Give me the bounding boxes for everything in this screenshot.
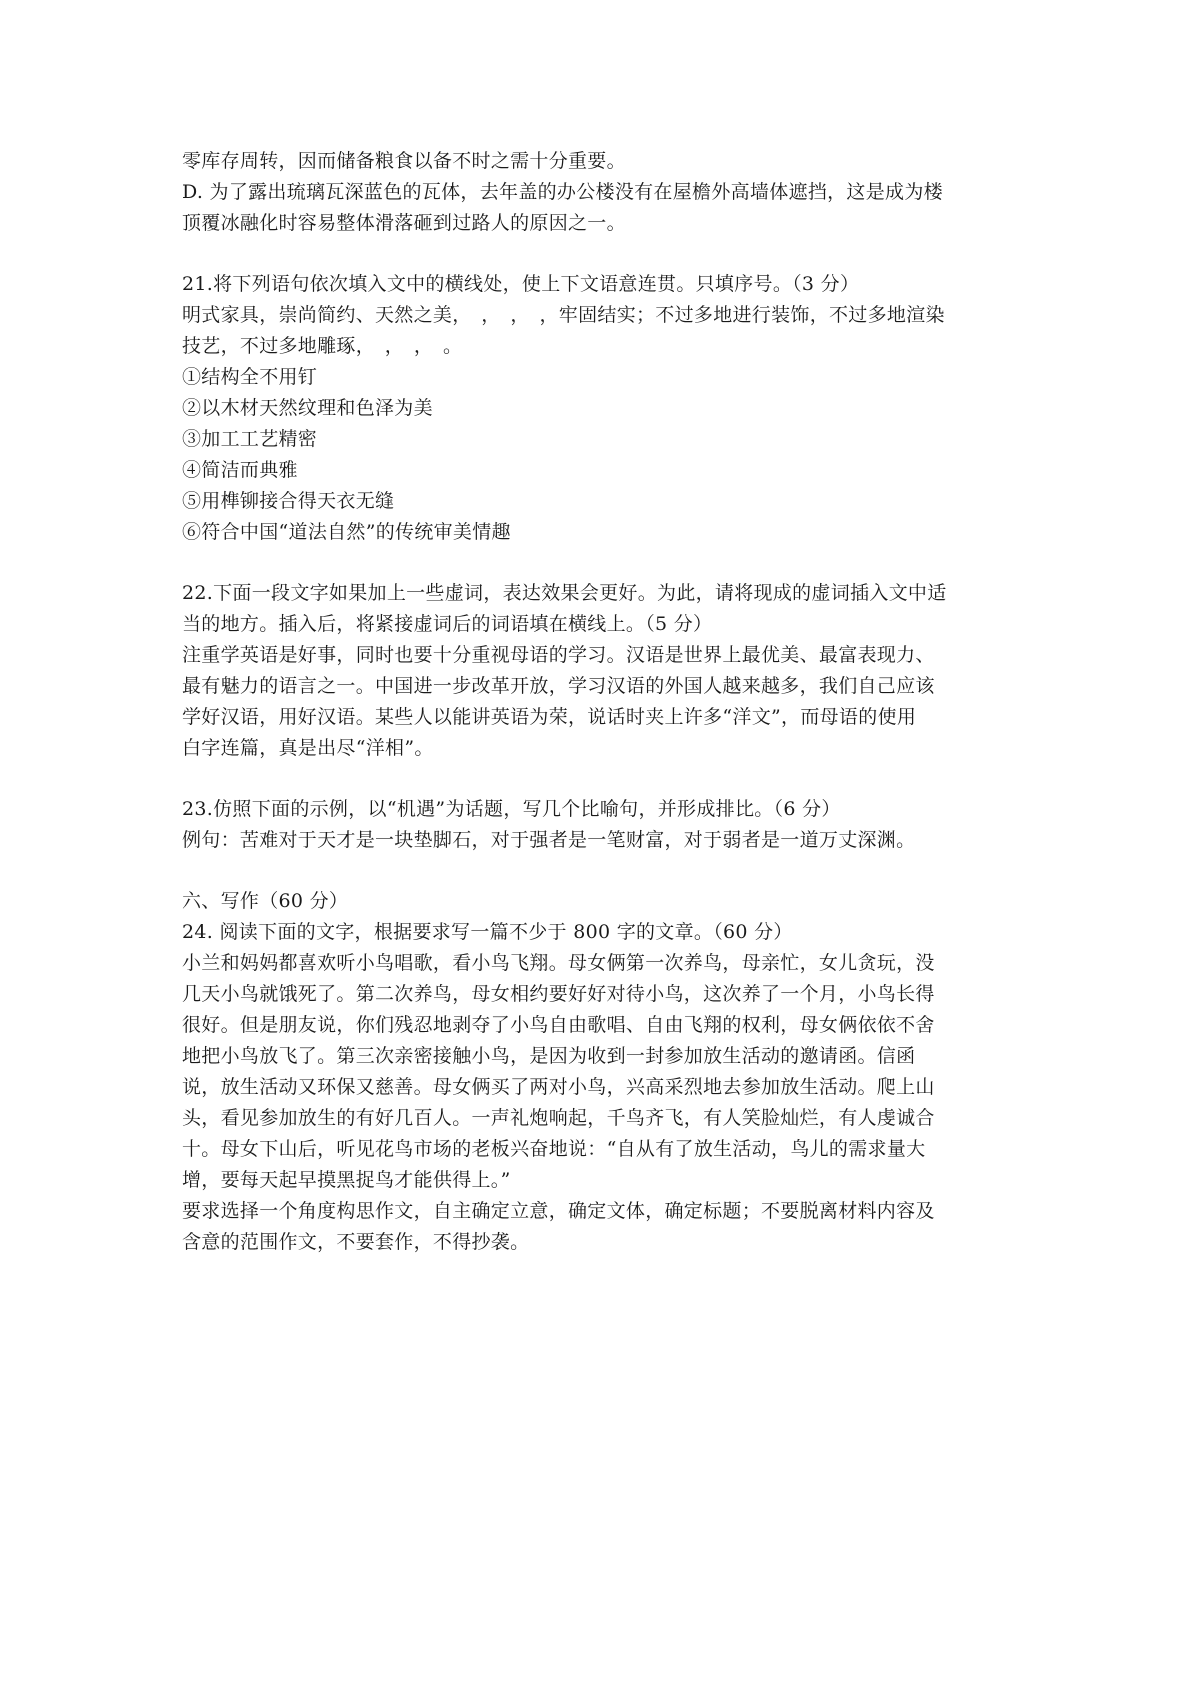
question-21-title: 21.将下列语句依次填入文中的横线处，使上下文语意连贯。只填序号。（3 分） [182,273,860,295]
option-2: ②以木材天然纹理和色泽为美 [182,397,433,419]
requirement-line: 要求选择一个角度构思作文，自主确定立意，确定文体，确定标题；不要脱离材料内容及 [182,1200,935,1222]
text-line: 零库存周转，因而储备粮食以备不时之需十分重要。 [182,150,626,172]
exam-page [182,146,1032,1258]
section-6-writing [182,886,1032,1258]
text-line: 学好汉语，用好汉语。某些人以能讲英语为荣，说话时夹上许多“洋文”，而母语的使用 [182,706,917,728]
question-21 [182,269,1032,548]
text-line: 小兰和妈妈都喜欢听小鸟唱歌，看小鸟飞翔。母女俩第一次养鸟，母亲忙，女儿贪玩，没 [182,952,935,974]
text-line: 顶覆冰融化时容易整体滑落砸到过路人的原因之一。 [182,212,626,234]
text-line: 地把小鸟放飞了。第三次亲密接触小鸟，是因为收到一封参加放生活动的邀请函。信函 [182,1045,916,1067]
question-22 [182,578,1032,764]
option-4: ④简洁而典雅 [182,459,298,481]
question-23-title: 23.仿照下面的示例，以“机遇”为话题，写几个比喻句，并形成排比。（6 分） [182,798,841,820]
text-line: 当的地方。插入后，将紧接虚词后的词语填在横线上。（5 分） [182,613,713,635]
text-line: 注重学英语是好事，同时也要十分重视母语的学习。汉语是世界上最优美、最富表现力、 [182,644,935,666]
spacer [182,856,1032,886]
example-sentence: 例句：苦难对于天才是一块垫脚石，对于强者是一笔财富，对于弱者是一道万丈深渊。 [182,829,916,851]
section-6-heading: 六、写作（60 分） [182,890,349,912]
text-line: 几天小鸟就饿死了。第二次养鸟，母女相约要好好对待小鸟，这次养了一个月，小鸟长得 [182,983,935,1005]
text-line: 很好。但是朋友说，你们残忍地剥夺了小鸟自由歌唱、自由飞翔的权利，母女俩依依不舍 [182,1014,935,1036]
requirement-line: 含意的范围作文，不要套作，不得抄袭。 [182,1231,530,1253]
option-5: ⑤用榫铆接合得天衣无缝 [182,490,395,512]
text-line: 最有魅力的语言之一。中国进一步改革开放，学习汉语的外国人越来越多，我们自己应该 [182,675,935,697]
text-line: 技艺，不过多地雕琢， ， ， 。 [182,335,463,357]
text-line: 十。母女下山后，听见花鸟市场的老板兴奋地说：“自从有了放生活动，鸟儿的需求量大 [182,1138,926,1160]
option-6: ⑥符合中国“道法自然”的传统审美情趣 [182,521,511,543]
option-d-line: D. 为了露出琉璃瓦深蓝色的瓦体，去年盖的办公楼没有在屋檐外高墙体遮挡，这是成为楼 [182,181,943,203]
text-line: 白字连篇，真是出尽“洋相”。 [182,737,434,759]
spacer [182,239,1032,269]
option-1: ①结构全不用钉 [182,366,318,388]
option-3: ③加工工艺精密 [182,428,318,450]
question-20-tail [182,146,1032,239]
question-24-title: 24. 阅读下面的文字，根据要求写一篇不少于 800 字的文章。（60 分） [182,921,793,943]
spacer [182,764,1032,794]
question-22-title: 22.下面一段文字如果加上一些虚词，表达效果会更好。为此，请将现成的虚词插入文中适 [182,582,947,604]
question-23 [182,794,1032,856]
text-line: 明式家具，崇尚简约、天然之美， ， ， ，牢固结实；不过多地进行装饰，不过多地渲染 [182,304,945,326]
spacer [182,548,1032,578]
text-line: 增，要每天起早摸黑捉鸟才能供得上。” [182,1169,511,1191]
text-line: 头，看见参加放生的有好几百人。一声礼炮响起，千鸟齐飞，有人笑脸灿烂，有人虔诚合 [182,1107,935,1129]
text-line: 说，放生活动又环保又慈善。母女俩买了两对小鸟，兴高采烈地去参加放生活动。爬上山 [182,1076,935,1098]
